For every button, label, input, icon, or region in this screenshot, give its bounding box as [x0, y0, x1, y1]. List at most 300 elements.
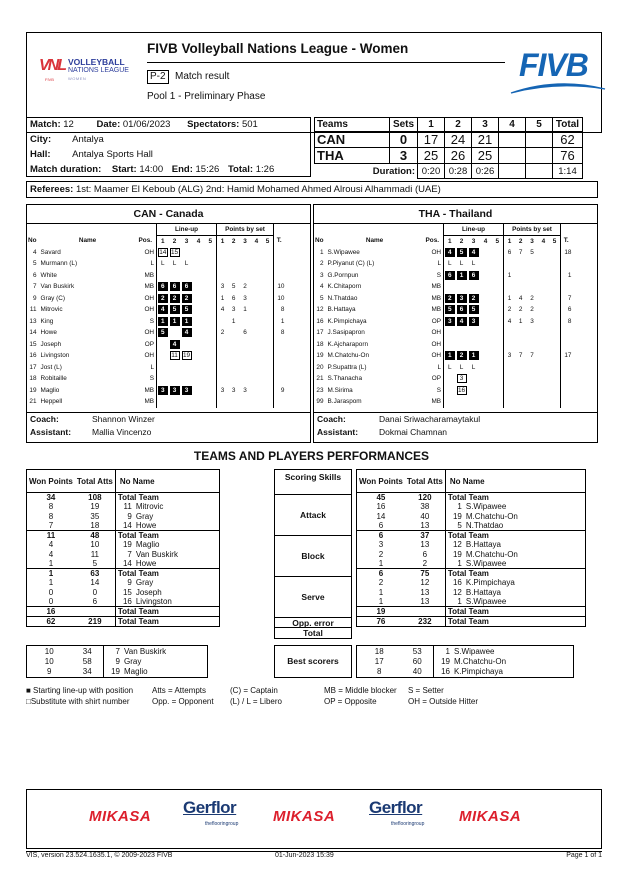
legend-item: Opp. = Opponent — [152, 697, 214, 706]
points-set-header: 3 — [530, 237, 534, 245]
player-name: K.Pimpichaya — [327, 317, 367, 325]
lineup-cell — [492, 270, 504, 282]
set-points — [217, 247, 228, 259]
lineup-cell — [193, 373, 205, 385]
lineup-cell — [169, 293, 181, 305]
total-attempts: 2 — [405, 559, 446, 569]
player-row — [314, 281, 572, 293]
match-number: 12 — [63, 119, 74, 130]
player-stat-row — [27, 540, 220, 550]
player-cell — [115, 588, 219, 598]
set-points — [526, 327, 537, 339]
player-position: OH — [137, 293, 157, 305]
player-cell — [104, 667, 208, 678]
won-points-header: Won Points — [27, 470, 75, 493]
player-position: L — [424, 258, 444, 270]
referees-box — [26, 181, 598, 198]
player-row — [314, 327, 572, 339]
set-points — [515, 362, 526, 374]
set-points — [549, 339, 560, 351]
legend-item: OH = Outside Hitter — [408, 697, 479, 706]
set-points: 2 — [518, 306, 523, 314]
lineup-cell — [169, 350, 181, 362]
gerflor-tagline: theflooringroup — [205, 821, 239, 827]
set-points — [262, 293, 273, 305]
lineup-cell — [468, 304, 480, 316]
lineup-cell — [468, 281, 480, 293]
pos-header: Pos. — [424, 235, 444, 247]
set-points: 3 — [231, 306, 236, 314]
total-attempts: 10 — [75, 540, 116, 550]
won-points: 0 — [48, 597, 54, 606]
lineup-cell — [157, 293, 169, 305]
set-points — [262, 258, 273, 270]
set-points — [251, 327, 262, 339]
set-points: 1 — [243, 306, 247, 314]
lineup-cell — [157, 385, 169, 397]
total-attempts — [405, 607, 446, 617]
player-number: 5 — [457, 521, 462, 530]
player-total-points: 10 — [277, 294, 285, 302]
player-total-points — [560, 385, 572, 397]
player-name: Total Team — [447, 569, 489, 578]
set-points — [239, 350, 250, 362]
player-total-points — [560, 339, 572, 351]
lineup-set-header: 1 — [161, 237, 165, 245]
set-points — [262, 373, 273, 385]
lineup-cell — [444, 385, 456, 397]
skill-label: Serve — [275, 577, 351, 618]
lineup-cell — [492, 293, 504, 305]
vnl-line2: NATIONS LEAGUE — [68, 67, 129, 74]
player-position: OH — [137, 350, 157, 362]
set-points — [538, 362, 549, 374]
lineup-cell — [456, 396, 468, 408]
player-number: 13 — [29, 317, 37, 325]
match-date: 01/06/2023 — [122, 119, 171, 130]
starting-position: 4 — [445, 248, 455, 257]
total-attempts: 37 — [405, 531, 446, 541]
player-cell — [434, 667, 574, 678]
set-points — [262, 350, 273, 362]
total-set-duration: 1:14 — [553, 164, 583, 179]
no-name-header: No Name — [445, 470, 585, 493]
set-points — [526, 373, 537, 385]
name-header: Name — [78, 237, 97, 245]
player-stat-row — [357, 578, 586, 588]
performance-table — [26, 469, 220, 627]
lineup-cell — [468, 293, 480, 305]
won-points: 16 — [27, 607, 75, 617]
total-header: T. — [563, 237, 569, 245]
lineup-cell — [181, 339, 193, 351]
lineup-cell — [181, 247, 193, 259]
total-attempts: 40 — [405, 512, 446, 522]
player-position: MB — [424, 293, 444, 305]
phase-label: Pool 1 - Preliminary Phase — [147, 91, 266, 102]
player-number: 9 — [127, 511, 132, 521]
player-cell — [445, 493, 585, 503]
player-cell — [445, 502, 585, 512]
roster-column-header — [27, 235, 285, 247]
player-position: S — [424, 270, 444, 282]
player-number: 19 — [452, 511, 462, 521]
points-set-header: 1 — [507, 237, 512, 245]
match-info-box — [26, 117, 311, 177]
starting-position: 2 — [469, 294, 479, 303]
set-points — [549, 327, 560, 339]
player-name: Gray — [124, 656, 142, 666]
lineup-cell — [456, 350, 468, 362]
total-attempts: 0 — [75, 588, 116, 598]
player-number: 9 — [115, 656, 120, 666]
set-points — [515, 373, 526, 385]
hall-value: Antalya Sports Hall — [72, 149, 153, 160]
set-points — [549, 385, 560, 397]
starting-position: 1 — [158, 317, 168, 326]
set-points — [504, 281, 515, 293]
lineup-cell — [169, 247, 181, 259]
lineup-cell — [205, 339, 217, 351]
total-points: 62 — [553, 132, 583, 148]
player-name: P.Supattra (L) — [327, 363, 367, 371]
best-scorer-row — [27, 656, 208, 667]
set-points — [549, 247, 560, 259]
player-stat-row — [27, 597, 220, 607]
coach-name: Shannon Winzer — [92, 414, 155, 424]
libero-marker: L — [161, 260, 165, 268]
lineup-cell — [492, 350, 504, 362]
best-scorer-row — [27, 667, 208, 678]
substitute-number: 16 — [457, 386, 466, 394]
lineup-cell — [157, 270, 169, 282]
set-points — [217, 270, 228, 282]
lineup-set-header: 2 — [172, 237, 177, 245]
lineup-cell — [169, 304, 181, 316]
player-cell — [434, 646, 574, 657]
lineup-cell — [205, 247, 217, 259]
set-duration: 0:20 — [418, 164, 445, 179]
player-name: Total Team — [447, 607, 489, 616]
set-points: 1 — [220, 294, 225, 302]
set-points — [538, 304, 549, 316]
lineup-cell — [181, 281, 193, 293]
performance-table-can — [26, 469, 220, 627]
player-name: White — [40, 271, 57, 279]
player-name: S.Wipawee — [465, 559, 507, 568]
lineup-cell — [444, 339, 456, 351]
lineup-cell — [444, 281, 456, 293]
lineup-cell — [157, 373, 169, 385]
match-label: Match: — [30, 119, 61, 130]
set-points — [515, 327, 526, 339]
duration-label: Match duration: — [30, 164, 102, 175]
set-points — [549, 396, 560, 408]
player-number: 6 — [32, 271, 37, 279]
total-attempts: 13 — [405, 588, 446, 598]
score-row-team-2 — [315, 148, 583, 164]
set-score: 17 — [418, 132, 445, 148]
set-points: 3 — [231, 386, 236, 394]
player-row — [314, 270, 572, 282]
player-stat-row — [27, 559, 220, 569]
player-number: 5 — [319, 294, 324, 302]
lineup-cell — [444, 373, 456, 385]
player-name: Total Team — [447, 493, 489, 502]
set-points: 6 — [231, 294, 236, 302]
set-points: 3 — [530, 317, 534, 325]
player-number: 11 — [123, 502, 132, 512]
player-total-points: 17 — [564, 352, 572, 360]
total-label: Total: — [227, 164, 254, 175]
set-points — [239, 362, 250, 374]
roster-can — [26, 204, 311, 443]
lineup-set-header: 3 — [184, 237, 189, 245]
set-points — [538, 350, 549, 362]
won-points: 8 — [377, 667, 382, 676]
lineup-cell — [181, 316, 193, 328]
total-points: 76 — [553, 148, 583, 164]
starting-position: 6 — [469, 271, 479, 280]
set-points — [251, 247, 262, 259]
player-name: Jost (L) — [40, 363, 62, 371]
set-points — [504, 339, 515, 351]
lineup-cell — [169, 339, 181, 351]
duration-row-label: Duration: — [315, 164, 418, 179]
lineup-cell — [444, 247, 456, 259]
set-points — [228, 350, 239, 362]
player-name: Total Team — [117, 607, 159, 616]
player-total-points: 1 — [280, 317, 285, 325]
player-cell — [445, 588, 585, 598]
player-number: 18 — [316, 340, 324, 348]
lineup-cell — [480, 362, 492, 374]
team-total-row — [357, 493, 586, 503]
player-stat-row — [357, 512, 586, 522]
lineup-cell — [468, 350, 480, 362]
lineup-cell — [444, 316, 456, 328]
total-attempts: 5 — [75, 559, 116, 569]
lineup-cell — [193, 362, 205, 374]
lineup-set-header: 1 — [448, 237, 452, 245]
lineup-cell — [444, 258, 456, 270]
player-row — [27, 385, 285, 397]
won-points: 19 — [357, 607, 405, 617]
set-duration — [526, 164, 553, 179]
lineup-cell — [193, 293, 205, 305]
lineup-cell — [456, 304, 468, 316]
referees-label: Referees: — [30, 184, 74, 195]
player-row — [314, 385, 572, 397]
set-points — [239, 247, 250, 259]
player-row — [27, 293, 285, 305]
player-number: 17 — [29, 363, 37, 371]
player-cell — [115, 578, 219, 588]
lineup-cell — [480, 258, 492, 270]
set-points — [228, 339, 239, 351]
player-total-points — [560, 362, 572, 374]
won-points: 6 — [357, 569, 405, 579]
starting-position: 4 — [158, 305, 168, 314]
lineup-cell — [456, 362, 468, 374]
legend-item: □Substitute with shirt number — [26, 697, 130, 706]
player-number: 1 — [457, 597, 462, 606]
player-total-points: 7 — [567, 294, 572, 302]
starting-position: 1 — [445, 351, 455, 360]
performance-table — [356, 469, 586, 627]
player-cell — [445, 512, 585, 522]
starting-position: 3 — [158, 386, 168, 395]
set-points: 7 — [530, 352, 534, 360]
lineup-cell — [193, 339, 205, 351]
team-total-row — [27, 607, 220, 617]
lineup-cell — [444, 396, 456, 408]
player-name: Howe — [135, 521, 157, 530]
no-header: No — [315, 237, 324, 245]
player-position: OH — [424, 339, 444, 351]
set-points — [251, 373, 262, 385]
fivb-logo-text: FIVB — [519, 47, 588, 83]
total-attempts: 34 — [72, 646, 104, 657]
player-name: K.Pimpichaya — [465, 578, 515, 588]
player-row — [314, 316, 572, 328]
libero-marker: L — [448, 363, 452, 371]
points-set-header: 4 — [254, 237, 259, 245]
player-name: Joseph — [40, 340, 62, 348]
lineup-cell — [480, 350, 492, 362]
points-set-header: 5 — [262, 235, 273, 247]
player-position: L — [424, 362, 444, 374]
player-name: M.Sirima — [327, 386, 353, 394]
player-name: M.Chatchu-On — [465, 549, 518, 559]
lineup-cell — [492, 373, 504, 385]
lineup-cell — [456, 339, 468, 351]
lineup-cell — [157, 247, 169, 259]
lineup-cell — [181, 258, 193, 270]
score-header-set1: 1 — [418, 118, 445, 132]
player-number: 21 — [29, 398, 37, 406]
set-points — [239, 339, 250, 351]
player-name: M.Chatchu-On — [454, 656, 507, 666]
lineup-cell — [480, 270, 492, 282]
lineup-cell — [492, 247, 504, 259]
end-label: End: — [171, 164, 193, 175]
player-number: 19 — [441, 656, 450, 666]
lineup-cell — [492, 362, 504, 374]
lineup-cell — [205, 385, 217, 397]
player-number: 20 — [316, 363, 324, 371]
lineup-cell — [157, 396, 169, 408]
points-set-header: 5 — [549, 235, 560, 247]
score-table — [314, 117, 583, 179]
player-total-points: 9 — [280, 386, 285, 394]
lineup-cell — [193, 396, 205, 408]
player-cell — [445, 540, 585, 550]
total-attempts: 48 — [75, 531, 116, 541]
player-name: Robitaille — [40, 375, 67, 383]
player-total-points — [273, 373, 285, 385]
lineup-cell — [468, 385, 480, 397]
set-duration — [499, 164, 526, 179]
player-row — [314, 304, 572, 316]
no-header: No — [28, 237, 37, 245]
won-points: 1 — [378, 597, 384, 606]
set-score: 25 — [418, 148, 445, 164]
player-position: MB — [424, 396, 444, 408]
lineup-cell — [193, 385, 205, 397]
player-cell — [115, 607, 219, 617]
lineup-set-header: 4 — [196, 237, 201, 245]
starting-position: 6 — [158, 282, 168, 291]
set-points: 6 — [507, 248, 512, 256]
score-header-total: Total — [553, 118, 583, 132]
player-name: Livingston — [40, 352, 70, 360]
libero-marker: L — [471, 363, 476, 371]
set-points — [262, 247, 273, 259]
coach-label: Coach: — [30, 414, 59, 424]
lineup-cell — [205, 350, 217, 362]
lineup-set-header: 3 — [471, 237, 476, 245]
set-points — [538, 396, 549, 408]
lineup-set-header: 5 — [205, 235, 217, 247]
total-attempts: 13 — [405, 540, 446, 550]
libero-marker: L — [459, 363, 464, 371]
player-total-points: 1 — [567, 271, 572, 279]
lineup-cell — [181, 350, 193, 362]
lineup-cell — [157, 258, 169, 270]
player-row — [314, 350, 572, 362]
legend-item: MB = Middle blocker — [324, 686, 397, 695]
player-number: 14 — [122, 521, 132, 530]
player-name: S.Thanacha — [327, 375, 362, 383]
player-name: Gray — [135, 511, 154, 521]
player-total-points: 8 — [567, 317, 572, 325]
player-position: S — [137, 373, 157, 385]
player-name: S.Wipawee — [465, 597, 507, 606]
lineup-cell — [205, 373, 217, 385]
legend-item: OP = Opposite — [324, 697, 377, 706]
gerflor-logo — [369, 798, 425, 827]
best-scorer-row — [357, 667, 574, 678]
set-points — [217, 258, 228, 270]
set-points — [239, 258, 250, 270]
lineup-cell — [181, 327, 193, 339]
set-points — [251, 339, 262, 351]
set-points: 1 — [507, 294, 512, 302]
player-name: M.Chatchu-On — [465, 511, 518, 521]
player-row — [27, 327, 285, 339]
referees-names: 1st: Maamer El Keboub (ALG) 2nd: Hamid Mohamed Ahmed Alrousi Alhammadi (UAE) — [75, 184, 441, 195]
set-points — [526, 339, 537, 351]
player-total-points — [273, 258, 285, 270]
gerflor-logo-text: Gerflor — [369, 798, 423, 817]
set-points: 3 — [507, 352, 512, 360]
lineup-cell — [480, 281, 492, 293]
roster-group-header — [27, 224, 285, 235]
total-attempts: 219 — [75, 617, 116, 627]
starting-position: 2 — [182, 294, 192, 303]
player-row — [27, 339, 285, 351]
player-number: 9 — [127, 578, 132, 588]
mikasa-logo: MIKASA — [273, 808, 336, 825]
won-points: 1 — [48, 578, 54, 588]
set-points: 1 — [507, 271, 512, 279]
lineup-cell — [157, 362, 169, 374]
set-points — [538, 281, 549, 293]
set-points — [515, 270, 526, 282]
total-attempts: 13 — [405, 597, 446, 607]
set-points — [228, 396, 239, 408]
